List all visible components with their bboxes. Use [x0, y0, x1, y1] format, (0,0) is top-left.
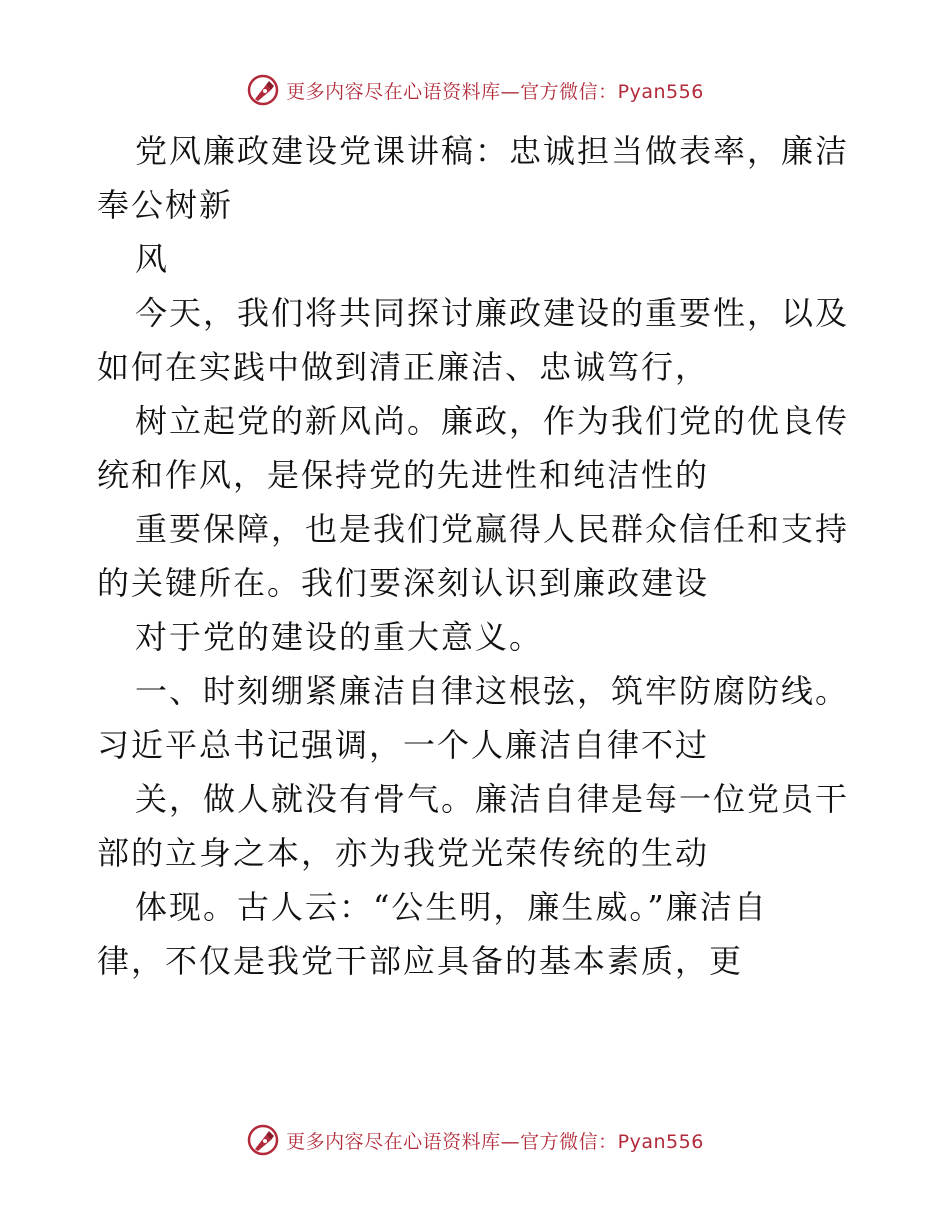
watermark-text: 更多内容尽在心语资料库—官方微信：Pyan556: [286, 80, 704, 103]
document-body: [97, 124, 857, 988]
pen-nib-logo-icon: [246, 1123, 280, 1157]
text-line: 风: [135, 240, 170, 278]
text-line: 今天，我们将共同探讨廉政建设的重要性，以及: [135, 294, 850, 332]
text-line: 律，不仅是我党干部应具备的基本素质，更: [97, 942, 744, 980]
text-line: 树立起党的新风尚。廉政，作为我们党的优良传: [135, 402, 850, 440]
text-line: 关，做人就没有骨气。廉洁自律是每一位党员干: [135, 780, 850, 818]
text-line: 重要保障，也是我们党赢得人民群众信任和支持: [135, 510, 850, 548]
header-watermark: [0, 70, 950, 110]
text-line: 奉公树新: [97, 186, 234, 224]
text-line: 一、时刻绷紧廉洁自律这根弦，筑牢防腐防线。: [135, 672, 850, 710]
text-line: 对于党的建设的重大意义。: [135, 618, 544, 656]
text-line: 部的立身之本，亦为我党光荣传统的生动: [97, 834, 710, 872]
text-line: 的关键所在。我们要深刻认识到廉政建设: [97, 564, 710, 602]
pen-nib-logo-icon: [246, 73, 280, 107]
footer-watermark: [0, 1120, 950, 1160]
text-line: 习近平总书记强调，一个人廉洁自律不过: [97, 726, 710, 764]
watermark-text: 更多内容尽在心语资料库—官方微信：Pyan556: [286, 1130, 704, 1153]
text-line: 党风廉政建设党课讲稿：忠诚担当做表率，廉洁: [135, 132, 850, 170]
text-line: 体现。古人云：“公生明，廉生威。”廉洁自: [135, 888, 768, 926]
text-line: 如何在实践中做到清正廉洁、忠诚笃行，: [97, 348, 710, 386]
text-line: 统和作风，是保持党的先进性和纯洁性的: [97, 456, 710, 494]
